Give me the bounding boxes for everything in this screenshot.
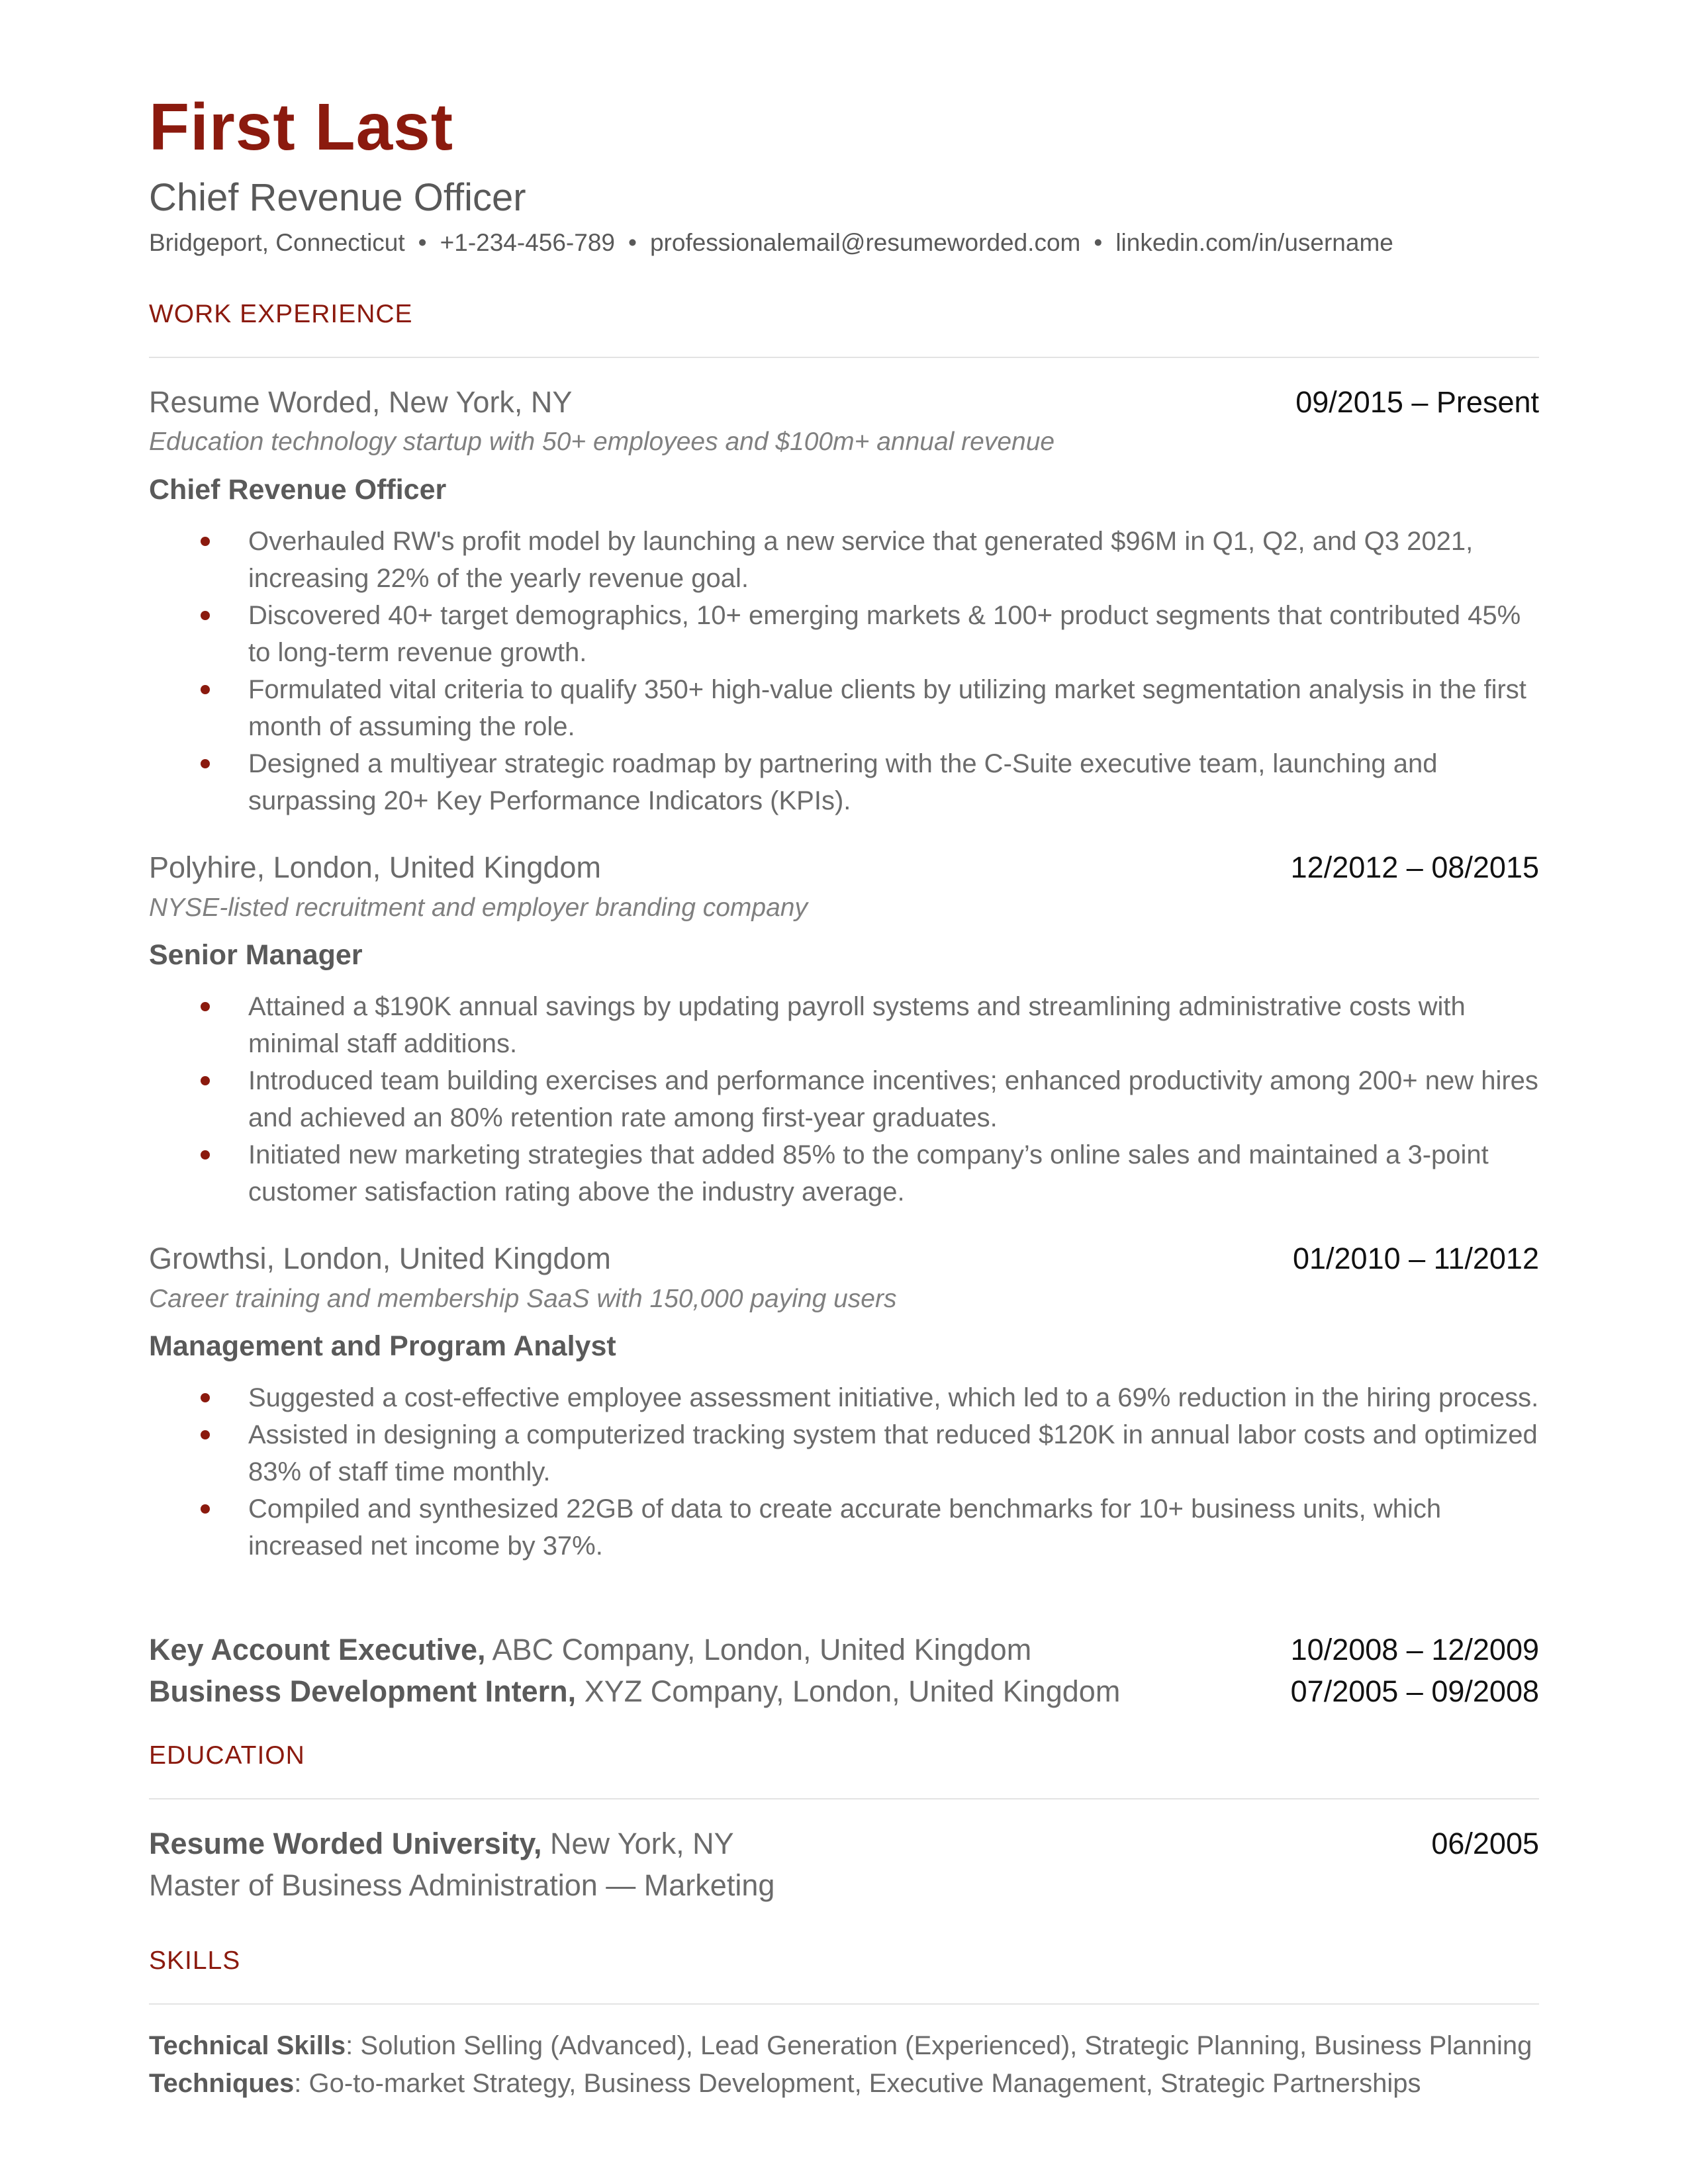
job-role: Chief Revenue Officer	[149, 474, 447, 506]
contact-line	[149, 228, 1393, 258]
bullet-item	[248, 988, 1539, 1062]
job-description: Career training and membership SaaS with 150,000 paying users	[149, 1285, 897, 1313]
bullet-dot	[201, 1150, 210, 1160]
bullet-text: Overhauled RW's profit model by launching a new service that generated $96M in Q1, Q2, and Q3 2021, increasing 22% of the yearly revenue goal.	[248, 527, 1474, 593]
bullet-text: Compiled and synthesized 22GB of data to create accurate benchmarks for 10+ business units, which increased net income by 37%.	[248, 1494, 1442, 1561]
previous-role-title: Business Development Intern,	[149, 1674, 577, 1708]
bullet-item	[248, 597, 1539, 671]
bullet-item	[248, 671, 1539, 745]
bullet-dot	[201, 685, 210, 694]
bullet-dot	[201, 537, 210, 546]
section-title-work: WORK EXPERIENCE	[149, 300, 413, 328]
bullet-item	[248, 745, 1539, 819]
job-bullets	[248, 1379, 1539, 1565]
section-title-skills: SKILLS	[149, 1946, 241, 1975]
bullet-item	[248, 1416, 1539, 1490]
bullet-dot	[201, 1393, 210, 1402]
skill-value: : Go-to-market Strategy, Business Development, Executive Management, Strategic Partnerships	[294, 2069, 1421, 2098]
skill-label: Techniques	[149, 2069, 295, 2098]
education-degree: Master of Business Administration — Marketing	[149, 1868, 775, 1902]
previous-role-dates: 10/2008 – 12/2009	[1290, 1633, 1539, 1666]
education-location: New York, NY	[550, 1827, 734, 1860]
job-dates: 01/2010 – 11/2012	[1292, 1242, 1539, 1275]
bullet-text: Introduced team building exercises and performance incentives; enhanced productivity among 200+ new hires and achieved an 80% retention rate among first-year graduates.	[248, 1066, 1538, 1132]
bullet-dot	[201, 1504, 210, 1514]
bullet-dot	[201, 1430, 210, 1439]
job-company: Growthsi, London, United Kingdom	[149, 1242, 611, 1275]
previous-role	[149, 1631, 1031, 1668]
job-dates: 12/2012 – 08/2015	[1290, 850, 1539, 884]
job-bullets	[248, 523, 1539, 819]
section-divider	[149, 1798, 1539, 1799]
bullet-item	[248, 1490, 1539, 1565]
candidate-name: First Last	[149, 90, 454, 164]
skill-label: Technical Skills	[149, 2031, 346, 2060]
job-description: Education technology startup with 50+ employees and $100m+ annual revenue	[149, 428, 1055, 456]
contact-location: Bridgeport, Connecticut	[149, 229, 405, 256]
contact-separator: •	[1094, 229, 1103, 256]
previous-role	[149, 1673, 1120, 1710]
bullet-dot	[201, 1076, 210, 1085]
contact-email[interactable]: professionalemail@resumeworded.com	[649, 229, 1081, 256]
contact-linkedin[interactable]: linkedin.com/in/username	[1115, 229, 1393, 256]
bullet-text: Assisted in designing a computerized tracking system that reduced $120K in annual labor costs and optimized 83% of staff time monthly.	[248, 1420, 1538, 1486]
bullet-dot	[201, 611, 210, 620]
job-role: Senior Manager	[149, 939, 363, 971]
contact-phone: +1-234-456-789	[440, 229, 615, 256]
section-divider	[149, 357, 1539, 358]
job-bullets	[248, 988, 1539, 1210]
previous-role-company: XYZ Company, London, United Kingdom	[584, 1674, 1121, 1708]
bullet-dot	[201, 759, 210, 768]
previous-role-dates: 07/2005 – 09/2008	[1290, 1674, 1539, 1708]
education-school-name: Resume Worded University,	[149, 1827, 542, 1860]
section-divider	[149, 2003, 1539, 2005]
job-company: Polyhire, London, United Kingdom	[149, 850, 601, 884]
bullet-text: Attained a $190K annual savings by updating payroll systems and streamlining administrative costs with minimal staff additions.	[248, 992, 1466, 1058]
bullet-text: Suggested a cost-effective employee assessment initiative, which led to a 69% reduction in the hiring process.	[248, 1383, 1539, 1412]
skill-value: : Solution Selling (Advanced), Lead Generation (Experienced), Strategic Planning, Business Planning	[346, 2031, 1532, 2060]
bullet-dot	[201, 1002, 210, 1011]
candidate-headline: Chief Revenue Officer	[149, 176, 526, 219]
previous-role-title: Key Account Executive,	[149, 1633, 486, 1666]
bullet-item	[248, 1379, 1539, 1416]
bullet-item	[248, 1062, 1539, 1136]
education-date: 06/2005	[1431, 1827, 1539, 1860]
bullet-text: Designed a multiyear strategic roadmap by partnering with the C-Suite executive team, launching and surpassing 20+ Key Performance Indicators (KPIs).	[248, 749, 1438, 815]
bullet-item	[248, 1136, 1539, 1210]
bullet-text: Initiated new marketing strategies that added 85% to the company’s online sales and maintained a 3-point customer satisfaction rating above the industry average.	[248, 1140, 1489, 1206]
job-role: Management and Program Analyst	[149, 1330, 616, 1362]
bullet-text: Discovered 40+ target demographics, 10+ emerging markets & 100+ product segments that contributed 45% to long-term revenue growth.	[248, 601, 1521, 667]
job-company: Resume Worded, New York, NY	[149, 385, 573, 419]
job-description: NYSE-listed recruitment and employer branding company	[149, 893, 808, 922]
contact-separator: •	[628, 229, 637, 256]
education-school	[149, 1825, 734, 1862]
job-dates: 09/2015 – Present	[1295, 385, 1539, 419]
previous-role-company: ABC Company, London, United Kingdom	[492, 1633, 1032, 1666]
bullet-text: Formulated vital criteria to qualify 350+ high-value clients by utilizing market segmentation analysis in the first month of assuming the role.	[248, 675, 1526, 741]
section-title-education: EDUCATION	[149, 1741, 305, 1770]
contact-separator: •	[418, 229, 427, 256]
bullet-item	[248, 523, 1539, 597]
skill-row	[149, 2065, 1421, 2102]
skill-row	[149, 2027, 1532, 2064]
